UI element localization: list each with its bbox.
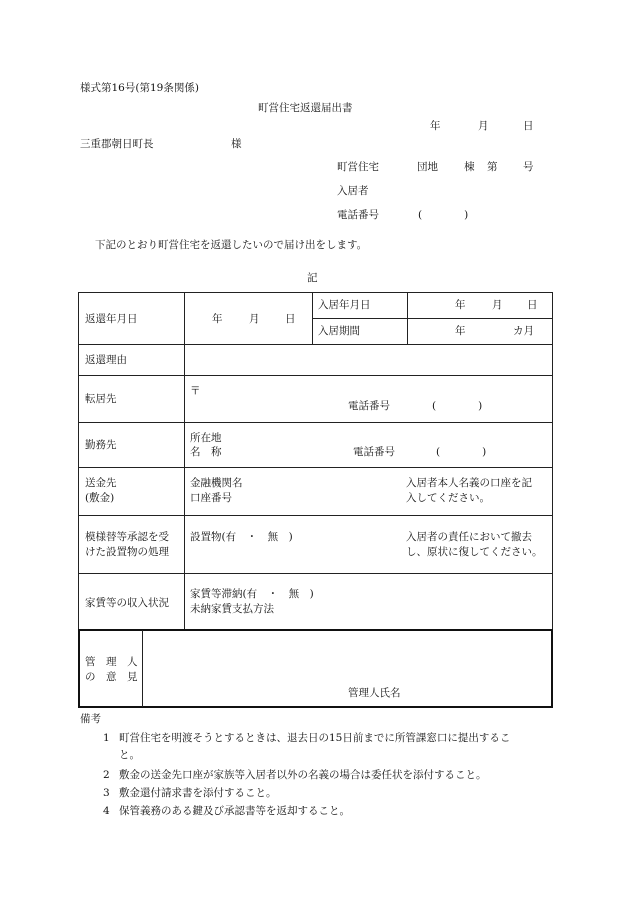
workplace-label: 勤務先	[85, 439, 117, 451]
form-number: 様式第16号(第19条関係)	[80, 82, 199, 94]
danchi-label: 団地	[417, 161, 438, 173]
manager-divider	[142, 630, 143, 707]
manager-name-label: 管理人氏名	[348, 687, 401, 699]
note-number: 1	[103, 732, 110, 744]
return-day: 日	[285, 313, 296, 325]
refund-note-line1: 入居者本人名義の口座を記	[406, 477, 532, 489]
building-label: 棟	[464, 161, 475, 173]
move-in-date-label: 入居年月日	[318, 299, 371, 311]
submission-day: 日	[523, 120, 534, 132]
refund-note-line2: 入してください。	[406, 492, 490, 504]
note-text: 敷金の送金先口座が家族等入居者以外の名義の場合は委任状を添付すること。	[119, 769, 487, 781]
account-number-label: 口座番号	[190, 492, 232, 504]
note-number: 4	[103, 805, 110, 817]
notes-title: 備考	[80, 713, 101, 725]
period-months: カ月	[513, 325, 534, 337]
new-address-phone-field[interactable]: ( )	[432, 400, 483, 412]
remodel-note-line2: し、原状に復してください。	[406, 546, 543, 558]
note-number: 3	[103, 787, 110, 799]
phone-label: 電話番号	[337, 209, 379, 221]
move-in-year: 年	[455, 299, 466, 311]
workplace-phone-field[interactable]: ( )	[436, 446, 487, 458]
dai-label: 第	[487, 161, 498, 173]
workplace-name-label: 名 称	[190, 446, 222, 458]
honorific: 様	[231, 138, 242, 150]
note-text: 敷金還付請求書を添付すること。	[119, 787, 277, 799]
postal-mark: 〒	[190, 385, 201, 397]
move-in-day: 日	[527, 299, 538, 311]
ki-heading: 記	[307, 272, 318, 284]
return-year: 年	[212, 313, 223, 325]
note-text: 保管義務のある鍵及び承認書等を返却すること。	[119, 805, 350, 817]
note-number: 2	[103, 769, 110, 781]
document-title: 町営住宅返還届出書	[258, 102, 353, 114]
reason-label: 返還理由	[85, 354, 127, 366]
intro-text: 下記のとおり町営住宅を返還したいので届け出をします。	[95, 239, 368, 251]
note-text: 町営住宅を明渡そうとするときは、退去日の15日前までに所管課窓口に提出するこ	[119, 732, 511, 744]
room-number-label: 号	[523, 161, 534, 173]
new-address-phone-label: 電話番号	[348, 400, 390, 412]
note-text-continued: と。	[119, 749, 140, 761]
addressee: 三重郡朝日町長	[80, 138, 154, 150]
installation-choice[interactable]: 設置物(有 ・ 無 )	[190, 531, 293, 543]
housing-label: 町営住宅	[337, 161, 379, 173]
reason-field[interactable]	[185, 345, 552, 375]
period-label: 入居期間	[318, 325, 360, 337]
manager-label-line2: の 意 見	[85, 671, 138, 683]
submission-year: 年	[430, 120, 441, 132]
resident-label: 入居者	[337, 185, 369, 197]
move-in-month: 月	[492, 299, 503, 311]
manager-label-line1: 管 理 人	[85, 656, 138, 668]
workplace-phone-label: 電話番号	[353, 446, 395, 458]
unpaid-payment-method-label: 未納家賃支払方法	[190, 603, 274, 615]
refund-label-line1: 送金先	[85, 477, 117, 489]
return-month: 月	[249, 313, 260, 325]
submission-month: 月	[478, 120, 489, 132]
remodel-label-line2: けた設置物の処理	[85, 546, 169, 558]
bank-name-label: 金融機関名	[190, 477, 243, 489]
workplace-location-label: 所在地	[190, 432, 222, 444]
refund-label-line2: (敷金)	[85, 492, 115, 504]
remodel-note-line1: 入居者の責任において撤去	[406, 531, 532, 543]
remodel-label-line1: 模様替等承認を受	[85, 531, 169, 543]
rent-status-label: 家賃等の収入状況	[85, 597, 169, 609]
period-years: 年	[455, 325, 466, 337]
phone-field: ( )	[418, 209, 469, 221]
new-address-label: 転居先	[85, 393, 117, 405]
rent-arrears-choice[interactable]: 家賃等滞納(有 ・ 無 )	[190, 588, 314, 600]
return-date-label: 返還年月日	[85, 313, 138, 325]
